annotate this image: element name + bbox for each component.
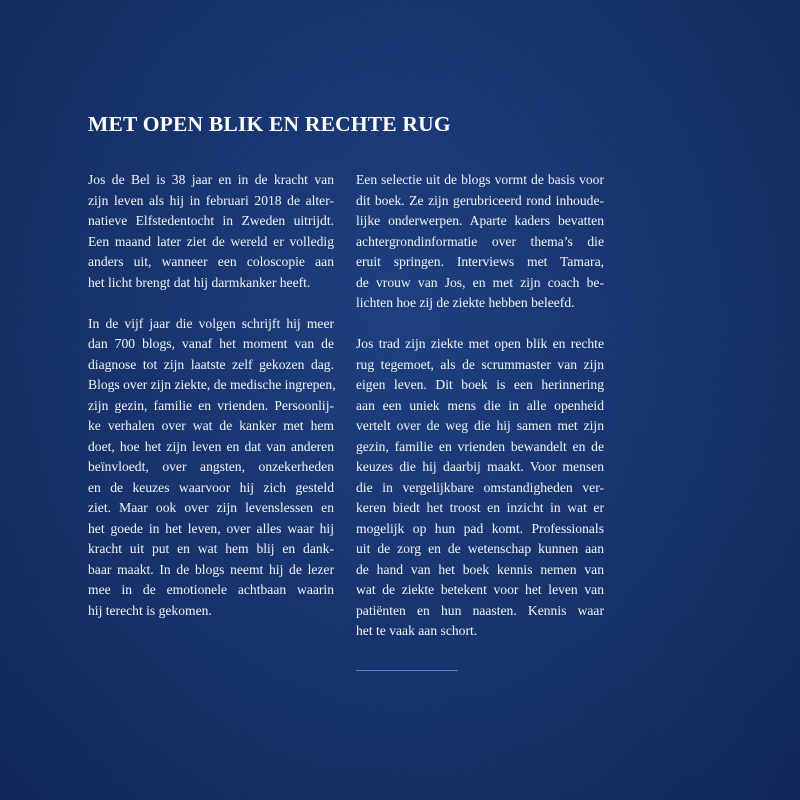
text-line: kracht uit put en wat hem blij en dank-	[88, 541, 334, 556]
text-line: het te vaak aan schort.	[356, 623, 478, 638]
text-line: dit boek. Ze zijn gerubriceerd rond inhoude-	[356, 192, 604, 208]
text-line: wat de ziekte betekent voor het leven van	[356, 582, 604, 597]
text-line: aan een uniek mens die in alle openheid	[356, 397, 604, 413]
text-line: uit de zorg en de wetenschap kunnen aan	[356, 541, 604, 556]
text-line: die in vergelijkbare omstandigheden ver-	[356, 479, 604, 495]
text-line: het goede in het leven, over alles waar hij	[88, 520, 334, 536]
left-paragraph	[88, 170, 334, 293]
text-line: eigen leven. Dit boek is een herinnering	[356, 377, 604, 392]
text-line: het licht brengt dat hij darmkanker heeft.	[88, 274, 311, 290]
text-line: beïnvloedt, over angsten, onzekerheden	[88, 459, 334, 474]
text-line: baar maakt. In de blogs neemt hij de lezer	[88, 561, 334, 577]
text-line: Jos trad zijn ziekte met open blik en rechte	[356, 336, 604, 351]
text-line: Een selectie uit de blogs vormt de basis voor	[356, 172, 604, 187]
text-line: dan 700 blogs, vanaf het moment van de	[88, 336, 334, 351]
text-line: lichten hoe zij de ziekte hebben beleefd.	[356, 295, 575, 310]
text-line: eruit springen. Interviews met Tamara,	[356, 254, 604, 269]
text-line: vertelt over de weg die hij samen met zijn	[356, 418, 604, 433]
text-line: gezin, familie en vrienden bewandelt en de	[356, 438, 604, 454]
page-title: MET OPEN BLIK EN RECHTE RUG	[88, 112, 451, 136]
text-line: keuzes die hij daarbij maakt. Voor mensen	[356, 459, 604, 474]
text-line: keren biedt het troost en inzicht in wat er	[356, 500, 604, 515]
text-line: mee in de emotionele achtbaan waarin	[88, 582, 334, 597]
text-line: patiënten en hun naasten. Kennis waar	[356, 602, 604, 618]
text-line: In de vijf jaar die volgen schrijft hij meer	[88, 315, 334, 331]
accent-divider	[356, 670, 458, 671]
text-line: rug tegemoet, als de scrummaster van zijn	[356, 356, 604, 372]
text-line: anders uit, wanneer een coloscopie aan	[88, 254, 334, 269]
text-line: lijke onderwerpen. Aparte kaders bevatten	[356, 213, 604, 228]
text-line: zijn leven als hij in februari 2018 de alter-	[88, 192, 334, 208]
text-line: Blogs over zijn ziekte, de medische ingrepen,	[88, 377, 336, 392]
text-line: zijn gezin, familie en vrienden. Persoonlij-	[88, 397, 334, 413]
text-line: hij terecht is gekomen.	[88, 602, 212, 618]
right-column	[356, 170, 604, 662]
text-line: achtergrondinformatie over thema’s die	[356, 233, 604, 249]
text-line: Jos de Bel is 38 jaar en in de kracht van	[88, 172, 334, 187]
left-paragraph	[88, 314, 334, 622]
text-line: ziet. Maar ook over zijn levenslessen en	[88, 500, 334, 515]
text-line: en de keuzes waarvoor hij zich gesteld	[88, 479, 334, 495]
text-line: mogelijk op hun pad komt. Professionals	[356, 520, 604, 536]
text-line: ke verhalen over wat de kanker met hem	[88, 418, 334, 433]
right-paragraph	[356, 334, 604, 642]
text-line: diagnose tot zijn laatste zelf gekozen dag.	[88, 356, 334, 372]
right-paragraph	[356, 170, 604, 314]
left-column	[88, 170, 334, 642]
text-line: de hand van het boek kennis nemen van	[356, 561, 604, 577]
text-line: doet, hoe het zijn leven en dat van anderen	[88, 438, 334, 454]
text-line: natieve Elfstedentocht in Zweden uitrijdt.	[88, 213, 334, 228]
text-line: de vrouw van Jos, en met zijn coach be-	[356, 274, 604, 290]
text-line: Een maand later ziet de wereld er volledig	[88, 233, 334, 249]
